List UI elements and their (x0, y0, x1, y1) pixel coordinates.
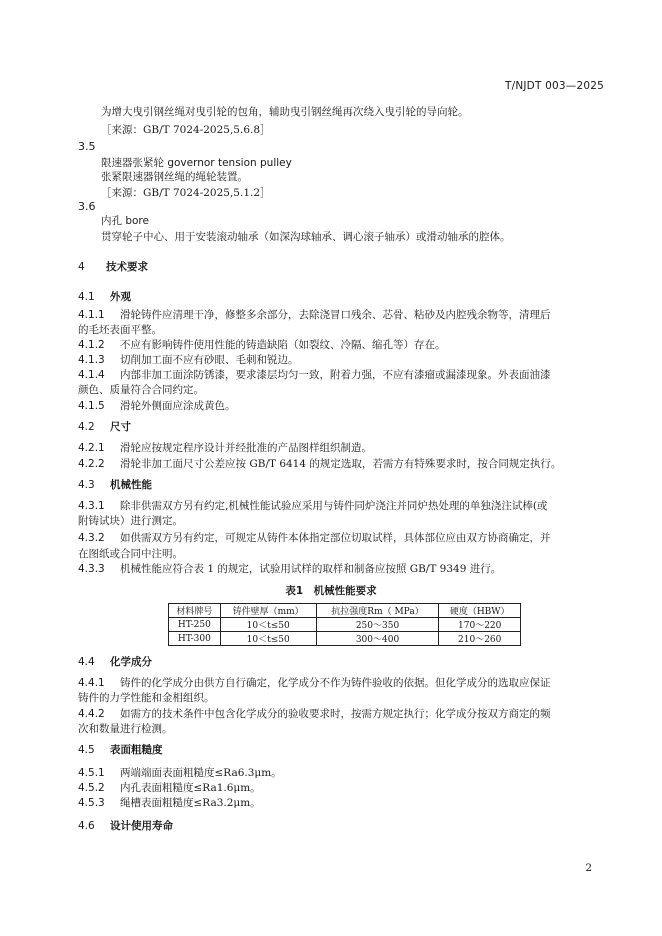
mechanical-properties-table (168, 603, 521, 646)
clause-item: 4.5.3 绳槽表面粗糙度≤Ra3.2μm。 (78, 797, 261, 809)
clause-item: 4.5.2 内孔表面粗糙度≤Ra1.6μm。 (78, 782, 261, 794)
table-cell: HT-250 (169, 618, 221, 632)
subsection-heading: 4.6 设计使用寿命 (78, 820, 173, 832)
clause-continuation: 次和数量进行检测。 (78, 723, 173, 735)
table-row (169, 632, 521, 646)
table-header-cell: 抗拉强度Rm（ MPa） (316, 604, 439, 618)
term-number: 3.6 (78, 200, 96, 213)
clause-item: 4.3.2 如供需双方另有约定，可规定从铸件本体指定部位切取试样，具体部位应由双方协商确定，并 (78, 532, 551, 544)
table-cell: 210～260 (439, 632, 521, 646)
table-cell: 10＜t≤50 (220, 632, 316, 646)
clause-item: 4.1.5 滑轮外侧面应涂成黄色。 (78, 400, 236, 412)
term-definition: 张紧限速器钢丝绳的绳轮装置。 (101, 171, 248, 183)
subsection-heading: 4.5 表面粗糙度 (78, 744, 163, 756)
subsection-heading: 4.2 尺寸 (78, 421, 131, 433)
clause-item: 4.2.2 滑轮非加工面尺寸公差应按 GB/T 6414 的规定选取，若需方有特殊要求时，按合同规定执行。 (78, 458, 562, 470)
table-header-cell: 硬度（HBW） (439, 604, 521, 618)
table-cell: 250～350 (316, 618, 439, 632)
term-definition: 贯穿轮子中心、用于安装滚动轴承（如深沟球轴承、调心滚子轴承）或滑动轴承的腔体。 (101, 231, 511, 243)
table-cell: 300～400 (316, 632, 439, 646)
clause-item: 4.4.1 铸件的化学成分由供方自行确定，化学成分不作为铸件验收的依据。但化学成分的选取应保证 (78, 677, 551, 689)
table-cell: 10＜t≤50 (220, 618, 316, 632)
table-header-cell: 铸件壁厚（mm） (220, 604, 316, 618)
clause-item: 4.1.3 切削加工面不应有砂眼、毛刺和锐边。 (78, 354, 299, 366)
table-header-row (169, 604, 521, 618)
clause-item: 4.3.1 除非供需双方另有约定,机械性能试验应采用与铸件同炉浇注并同炉热处理的单独浇注试棒(或 (78, 500, 548, 512)
clause-item: 4.1.4 内部非加工面涂防锈漆，要求漆层均匀一致，附着力强，不应有漆瘤或漏漆现象。外表面油漆 (78, 369, 551, 381)
table-cell: 170～220 (439, 618, 521, 632)
clause-item: 4.5.1 两端端面表面粗糙度≤Ra6.3μm。 (78, 767, 282, 779)
subsection-heading: 4.3 机械性能 (78, 479, 152, 491)
term-title: 限速器张紧轮 governor tension pulley (101, 157, 292, 169)
clause-item: 4.3.3 机械性能应符合表 1 的规定，试验用试样的取样和制备应按照 GB/T 9349 进行。 (78, 563, 502, 575)
page-number: 2 (585, 862, 592, 874)
clause-item: 4.1.2 不应有影响铸件使用性能的铸造缺陷（如裂纹、冷隔、缩孔等）存在。 (78, 339, 446, 351)
table-row (169, 618, 521, 632)
document-code: T/NJDT 003—2025 (504, 80, 604, 92)
subsection-heading: 4.4 化学成分 (78, 656, 152, 668)
table-caption: 表1 机械性能要求 (285, 585, 377, 597)
clause-continuation: 在图纸或合同中注明。 (78, 548, 183, 560)
term-title: 内孔 bore (101, 215, 149, 227)
section-heading: 4 技术要求 (78, 261, 148, 273)
term-source: ［来源：GB/T 7024-2025,5.6.8］ (101, 124, 271, 136)
clause-continuation: 的毛坯表面平整。 (78, 324, 162, 336)
term-definition: 为增大曳引钢丝绳对曳引轮的包角，辅助曳引钢丝绳再次绕入曳引轮的导向轮。 (101, 106, 469, 118)
clause-item: 4.4.2 如需方的技术条件中包含化学成分的验收要求时，按需方规定执行；化学成分按双方商定的频 (78, 708, 551, 720)
clause-continuation: 颜色、质量符合合同约定。 (78, 384, 204, 396)
term-number: 3.5 (78, 140, 96, 153)
clause-item: 4.2.1 滑轮应按规定程序设计并经批准的产品图样组织制造。 (78, 442, 372, 454)
clause-continuation: 铸件的力学性能和金相组织。 (78, 692, 215, 704)
term-source: ［来源：GB/T 7024-2025,5.1.2］ (101, 187, 271, 199)
subsection-heading: 4.1 外观 (78, 291, 131, 303)
table-header-cell: 材料牌号 (169, 604, 221, 618)
table-cell: HT-300 (169, 632, 221, 646)
clause-continuation: 附铸试块）进行测定。 (78, 515, 183, 527)
clause-item: 4.1.1 滑轮铸件应清理干净，修整多余部分，去除浇冒口残余、芯骨、粘砂及内腔残余物等，清理后 (78, 309, 551, 321)
